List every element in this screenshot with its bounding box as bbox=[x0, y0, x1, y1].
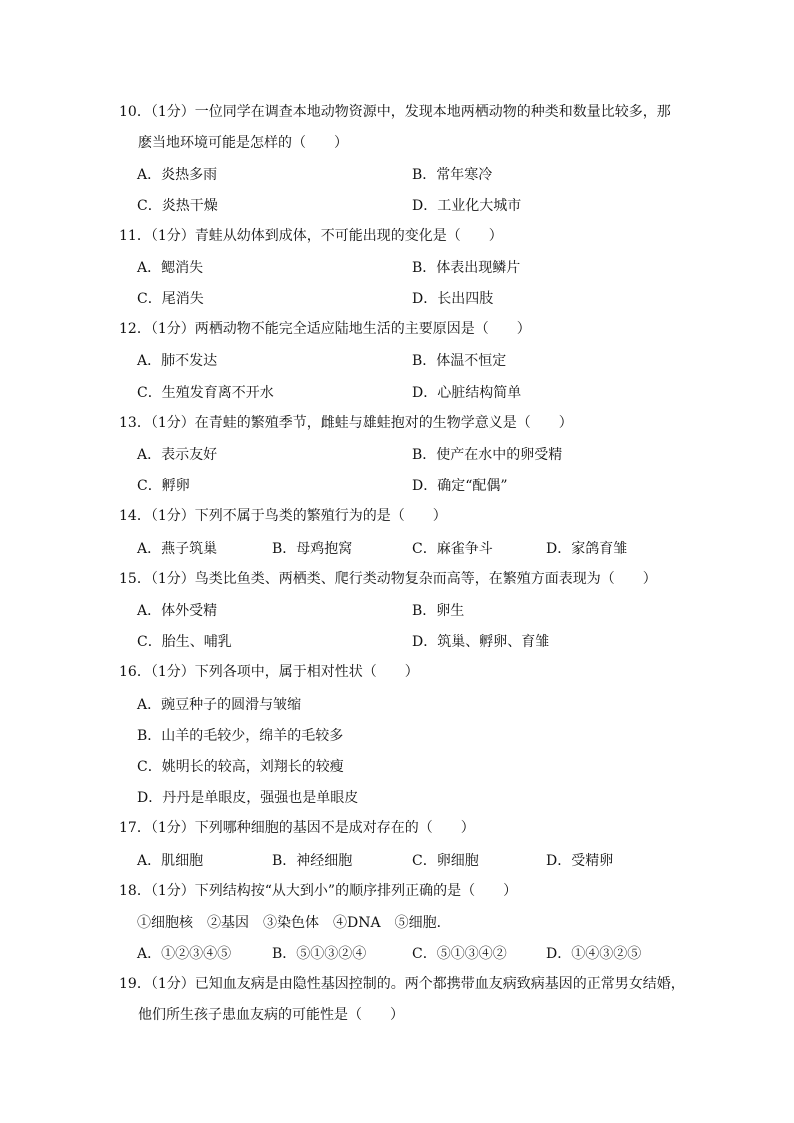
question-number: 14． bbox=[119, 508, 151, 524]
option-c[interactable]: C．麻雀争斗 bbox=[412, 541, 493, 557]
option-c[interactable]: C．炎热干燥 bbox=[137, 198, 218, 214]
question-text: 青蛙从幼体到成体，不可能出现的变化是（ ） bbox=[194, 228, 503, 244]
option-c[interactable]: C．生殖发育离不开水 bbox=[137, 385, 274, 401]
option-b[interactable]: B．常年寒冷 bbox=[412, 167, 493, 183]
option-d[interactable]: D．工业化大城市 bbox=[412, 198, 522, 214]
option-b[interactable]: B．神经细胞 bbox=[272, 853, 353, 869]
option-d[interactable]: D．确定“配偶” bbox=[412, 478, 508, 494]
option-c[interactable]: C．胎生、哺乳 bbox=[137, 634, 232, 650]
question-16 bbox=[119, 657, 679, 688]
question-text: 已知血友病是由隐性基因控制的。两个都携带血友病致病基因的正常男女结婚， bbox=[194, 976, 685, 992]
question-number: 12． bbox=[119, 321, 151, 337]
option-c[interactable]: C．尾消失 bbox=[137, 291, 204, 307]
question-score: （1分） bbox=[150, 321, 195, 337]
option-b[interactable]: B．山羊的毛较少，绵羊的毛较多 bbox=[137, 728, 344, 744]
option-d[interactable]: D．丹丹是单眼皮，强强也是单眼皮 bbox=[137, 790, 359, 806]
option-c[interactable]: C．孵卵 bbox=[137, 478, 190, 494]
question-text-continued: 麽当地环境可能是怎样的（ ） bbox=[138, 135, 348, 151]
option-a[interactable]: A．表示友好 bbox=[137, 447, 218, 463]
question-number: 10． bbox=[119, 104, 151, 120]
option-b[interactable]: B．体表出现鳞片 bbox=[412, 260, 521, 276]
option-d[interactable]: D．家鸽育雏 bbox=[546, 541, 628, 557]
question-text: 鸟类比鱼类、两栖类、爬行类动物复杂而高等，在繁殖方面表现为（ ） bbox=[194, 571, 657, 587]
option-d[interactable]: D．筑巢、孵卵、育雏 bbox=[412, 634, 550, 650]
question-number: 15． bbox=[119, 571, 151, 587]
question-number: 18． bbox=[119, 883, 151, 899]
question-13 bbox=[119, 408, 679, 439]
question-number: 11． bbox=[119, 228, 151, 244]
question-19 bbox=[119, 969, 685, 1031]
question-score: （1分） bbox=[150, 664, 195, 680]
question-score: （1分） bbox=[150, 976, 195, 992]
question-14 bbox=[119, 501, 679, 532]
option-a[interactable]: A．燕子筑巢 bbox=[137, 541, 218, 557]
option-a[interactable]: A．体外受精 bbox=[137, 603, 218, 619]
question-12 bbox=[119, 314, 679, 345]
option-d[interactable]: D．受精卵 bbox=[546, 853, 614, 869]
question-score: （1分） bbox=[150, 883, 195, 899]
option-d[interactable]: D．长出四肢 bbox=[412, 291, 494, 307]
option-c[interactable]: C．⑤①③④② bbox=[412, 946, 507, 962]
question-15 bbox=[119, 564, 679, 595]
question-score: （1分） bbox=[150, 820, 195, 836]
option-a[interactable]: A．肌细胞 bbox=[137, 853, 204, 869]
question-11 bbox=[119, 221, 679, 252]
question-score: （1分） bbox=[150, 571, 195, 587]
question-text: 下列不属于鸟类的繁殖行为的是（ ） bbox=[194, 508, 447, 524]
option-c[interactable]: C．姚明长的较高，刘翔长的较瘦 bbox=[137, 759, 344, 775]
option-b[interactable]: B．使产在水中的卵受精 bbox=[412, 447, 563, 463]
question-text: 在青蛙的繁殖季节，雌蛙与雄蛙抱对的生物学意义是（ ） bbox=[194, 415, 573, 431]
question-text: 一位同学在调查本地动物资源中，发现本地两栖动物的种类和数量比较多，那 bbox=[194, 104, 671, 120]
question-text: 两栖动物不能完全适应陆地生活的主要原因是（ ） bbox=[194, 321, 531, 337]
question-18-items: ①细胞核 ②基因 ③染色体 ④DNA ⑤细胞． bbox=[137, 915, 451, 931]
option-a[interactable]: A．①②③④⑤ bbox=[137, 946, 232, 962]
question-score: （1分） bbox=[150, 508, 195, 524]
question-17 bbox=[119, 813, 679, 844]
option-a[interactable]: A．豌豆种子的圆滑与皱缩 bbox=[137, 697, 302, 713]
option-a[interactable]: A．鳃消失 bbox=[137, 260, 204, 276]
question-text: 下列各项中，属于相对性状（ ） bbox=[194, 664, 419, 680]
option-a[interactable]: A．炎热多雨 bbox=[137, 167, 218, 183]
question-text: 下列结构按“从大到小”的顺序排列正确的是（ ） bbox=[194, 883, 518, 899]
question-number: 19． bbox=[119, 976, 151, 992]
question-score: （1分） bbox=[150, 415, 195, 431]
option-a[interactable]: A．肺不发达 bbox=[137, 353, 218, 369]
option-c[interactable]: C．卵细胞 bbox=[412, 853, 479, 869]
question-10 bbox=[119, 97, 679, 159]
option-b[interactable]: B．⑤①③②④ bbox=[272, 946, 367, 962]
option-b[interactable]: B．母鸡抱窝 bbox=[272, 541, 353, 557]
question-number: 16． bbox=[119, 664, 151, 680]
option-d[interactable]: D．心脏结构简单 bbox=[412, 385, 522, 401]
option-b[interactable]: B．体温不恒定 bbox=[412, 353, 507, 369]
question-number: 13． bbox=[119, 415, 151, 431]
question-number: 17． bbox=[119, 820, 151, 836]
question-score: （1分） bbox=[150, 104, 195, 120]
question-score: （1分） bbox=[150, 228, 195, 244]
question-text-continued: 他们所生孩子患血友病的可能性是（ ） bbox=[138, 1007, 404, 1023]
option-d[interactable]: D．①④③②⑤ bbox=[546, 946, 642, 962]
option-b[interactable]: B．卵生 bbox=[412, 603, 465, 619]
question-text: 下列哪种细胞的基因不是成对存在的（ ） bbox=[194, 820, 475, 836]
question-18 bbox=[119, 876, 679, 907]
